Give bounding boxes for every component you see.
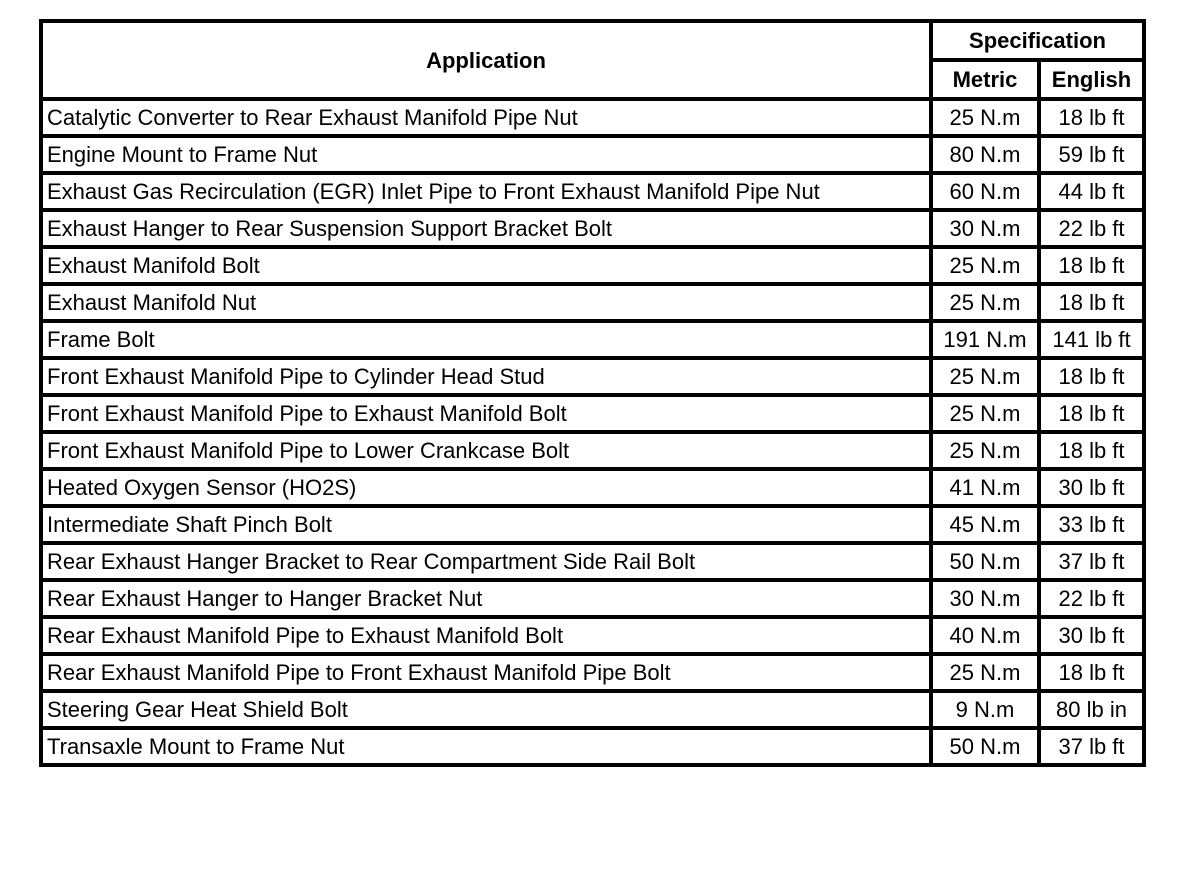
- application-cell: Exhaust Manifold Bolt: [41, 247, 931, 284]
- application-cell: Engine Mount to Frame Nut: [41, 136, 931, 173]
- application-cell: Exhaust Hanger to Rear Suspension Support Bracket Bolt: [41, 210, 931, 247]
- table-row: [41, 358, 1144, 395]
- metric-cell: 50 N.m: [931, 728, 1039, 765]
- english-cell: 18 lb ft: [1039, 395, 1144, 432]
- application-cell: Exhaust Gas Recirculation (EGR) Inlet Pipe to Front Exhaust Manifold Pipe Nut: [41, 173, 931, 210]
- english-cell: 30 lb ft: [1039, 617, 1144, 654]
- metric-cell: 25 N.m: [931, 284, 1039, 321]
- table-row: [41, 469, 1144, 506]
- metric-cell: 45 N.m: [931, 506, 1039, 543]
- table-row: [41, 654, 1144, 691]
- application-cell: Frame Bolt: [41, 321, 931, 358]
- table-row: [41, 395, 1144, 432]
- table-row: [41, 691, 1144, 728]
- metric-cell: 25 N.m: [931, 654, 1039, 691]
- application-cell: Rear Exhaust Hanger Bracket to Rear Compartment Side Rail Bolt: [41, 543, 931, 580]
- metric-cell: 25 N.m: [931, 432, 1039, 469]
- table-row: [41, 580, 1144, 617]
- table-header: [41, 21, 1144, 99]
- table-row: [41, 284, 1144, 321]
- metric-cell: 9 N.m: [931, 691, 1039, 728]
- metric-cell: 30 N.m: [931, 210, 1039, 247]
- metric-cell: 25 N.m: [931, 99, 1039, 136]
- english-cell: 18 lb ft: [1039, 358, 1144, 395]
- metric-cell: 60 N.m: [931, 173, 1039, 210]
- application-cell: Heated Oxygen Sensor (HO2S): [41, 469, 931, 506]
- table-row: [41, 432, 1144, 469]
- application-cell: Front Exhaust Manifold Pipe to Lower Crankcase Bolt: [41, 432, 931, 469]
- table-row: [41, 173, 1144, 210]
- application-cell: Front Exhaust Manifold Pipe to Cylinder Head Stud: [41, 358, 931, 395]
- application-cell: Intermediate Shaft Pinch Bolt: [41, 506, 931, 543]
- english-column-header: English: [1039, 60, 1144, 99]
- application-cell: Rear Exhaust Hanger to Hanger Bracket Nut: [41, 580, 931, 617]
- english-cell: 22 lb ft: [1039, 210, 1144, 247]
- specification-column-header: Specification: [931, 21, 1144, 60]
- table-row: [41, 99, 1144, 136]
- table-row: [41, 321, 1144, 358]
- header-row-top: [41, 21, 1144, 60]
- english-cell: 22 lb ft: [1039, 580, 1144, 617]
- metric-cell: 41 N.m: [931, 469, 1039, 506]
- application-cell: Exhaust Manifold Nut: [41, 284, 931, 321]
- english-cell: 18 lb ft: [1039, 654, 1144, 691]
- table-row: [41, 728, 1144, 765]
- metric-cell: 25 N.m: [931, 247, 1039, 284]
- metric-cell: 25 N.m: [931, 395, 1039, 432]
- metric-column-header: Metric: [931, 60, 1039, 99]
- application-column-header: Application: [41, 21, 931, 99]
- table-row: [41, 506, 1144, 543]
- metric-cell: 50 N.m: [931, 543, 1039, 580]
- table-row: [41, 136, 1144, 173]
- application-cell: Catalytic Converter to Rear Exhaust Manifold Pipe Nut: [41, 99, 931, 136]
- metric-cell: 25 N.m: [931, 358, 1039, 395]
- english-cell: 18 lb ft: [1039, 99, 1144, 136]
- metric-cell: 30 N.m: [931, 580, 1039, 617]
- torque-spec-table: [39, 19, 1146, 767]
- application-cell: Rear Exhaust Manifold Pipe to Front Exhaust Manifold Pipe Bolt: [41, 654, 931, 691]
- metric-cell: 40 N.m: [931, 617, 1039, 654]
- table-body: [41, 99, 1144, 765]
- english-cell: 18 lb ft: [1039, 247, 1144, 284]
- table-row: [41, 210, 1144, 247]
- english-cell: 44 lb ft: [1039, 173, 1144, 210]
- english-cell: 37 lb ft: [1039, 728, 1144, 765]
- application-cell: Front Exhaust Manifold Pipe to Exhaust Manifold Bolt: [41, 395, 931, 432]
- table-row: [41, 617, 1144, 654]
- table-row: [41, 543, 1144, 580]
- english-cell: 30 lb ft: [1039, 469, 1144, 506]
- english-cell: 37 lb ft: [1039, 543, 1144, 580]
- application-cell: Rear Exhaust Manifold Pipe to Exhaust Manifold Bolt: [41, 617, 931, 654]
- table-row: [41, 247, 1144, 284]
- english-cell: 141 lb ft: [1039, 321, 1144, 358]
- application-cell: Steering Gear Heat Shield Bolt: [41, 691, 931, 728]
- english-cell: 33 lb ft: [1039, 506, 1144, 543]
- application-cell: Transaxle Mount to Frame Nut: [41, 728, 931, 765]
- metric-cell: 80 N.m: [931, 136, 1039, 173]
- english-cell: 80 lb in: [1039, 691, 1144, 728]
- english-cell: 18 lb ft: [1039, 432, 1144, 469]
- metric-cell: 191 N.m: [931, 321, 1039, 358]
- english-cell: 59 lb ft: [1039, 136, 1144, 173]
- english-cell: 18 lb ft: [1039, 284, 1144, 321]
